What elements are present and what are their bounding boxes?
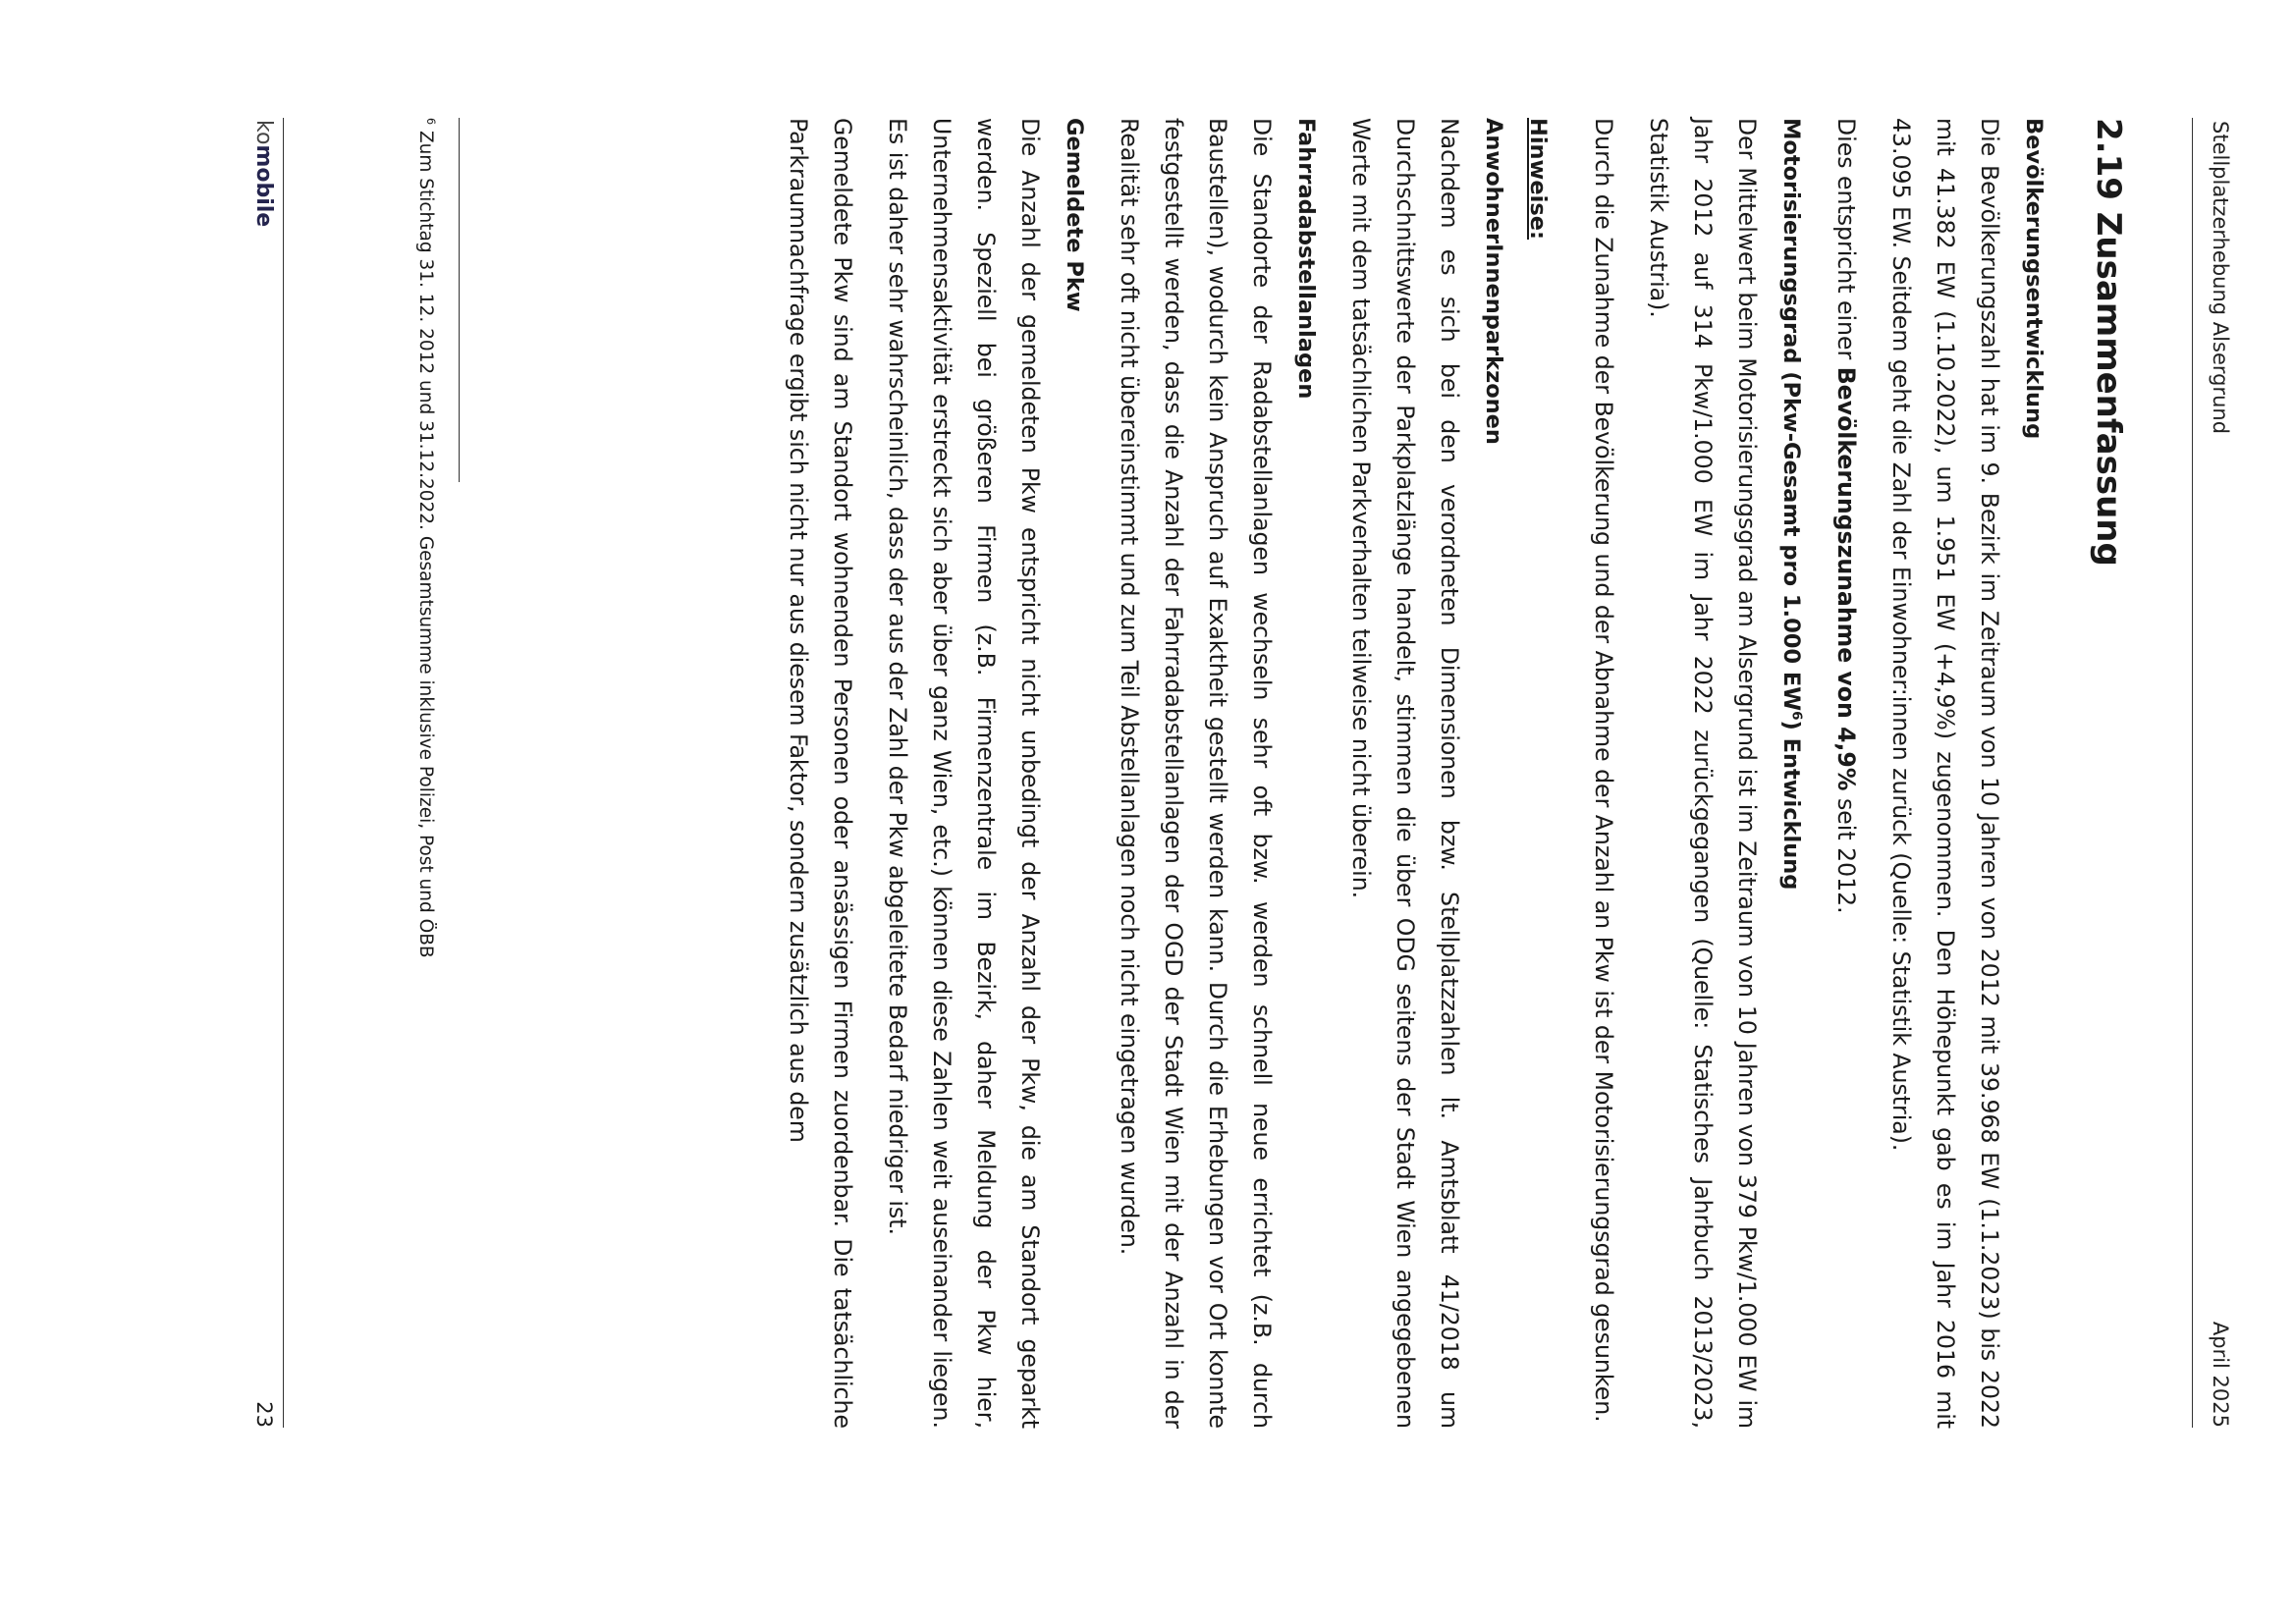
- footnote: [412, 118, 438, 958]
- summary-bold: Bevölkerungszunahme von 4,9%: [1832, 366, 1860, 791]
- paragraph-fahrradabstellanlagen: Die Standorte der Radabstellanlagen wechseln sehr oft bzw. werden schnell neue errichtet (z.B. durch Baustellen), wodurch kein Anspruch auf Exaktheit gestellt werden kann. Durch die Erhebungen vor Ort konnte festgestellt werden, dass die Anzahl der Fahrradabstellanlagen der OGD der Stadt Wien mit der Anzahl in der Realität sehr oft nicht übereinstimmt und zum Teil Abstellanlagen noch nicht eingetragen wurden.: [1116, 118, 1276, 1429]
- footnote-divider: [459, 118, 460, 482]
- main-content: [767, 118, 2130, 1429]
- footnote-number: 6: [424, 118, 438, 126]
- header-document-title: Stellplatzerhebung Alsergrund: [2209, 121, 2232, 435]
- paragraph-bevoelkerung-summary: [1824, 118, 1868, 1429]
- logo-mobile: mobile: [251, 144, 276, 228]
- paragraph-anwohnerparkzonen: Nachdem es sich bei den verordneten Dimensionen bzw. Stellplatzzahlen lt. Amtsblatt 41/2018 um Durchschnittswerte der Parkplatzlänge handelt, stimmen die über ODG seitens der Stadt Wien angegebenen Werte mit dem tatsächlichen Parkverhalten teilweise nicht überein.: [1347, 118, 1463, 1429]
- heading-motorisierung-post: ) Entwicklung: [1778, 720, 1804, 891]
- paragraph-bevoelkerung: Die Bevölkerungszahl hat im 9. Bezirk im Zeitraum von 10 Jahren von 2012 mit 39.968 EW (1.1.2023) bis 2022 mit 41.382 EW (1.10.2022), um 1.951 EW (+4,9%) zugenommen. Den Höhepunkt gab es im Jahr 2016 mit 43.095 EW. Seitdem geht die Zahl der Einwohner:innen zurück (Quelle: Statistik Austria).: [1887, 118, 2003, 1429]
- page-header: [2192, 118, 2232, 1428]
- summary-suffix: seit 2012.: [1832, 790, 1860, 914]
- paragraph-motorisierung: Der Mittelwert beim Motorisierungsgrad am Alsergrund ist im Zeitraum von 10 Jahren von 379 Pkw/1.000 EW im Jahr 2012 auf 314 Pkw/1.000 EW im Jahr 2022 zurückgegangen (Quelle: Statisches Jahrbuch 2013/2023, Statistik Austria).: [1645, 118, 1761, 1429]
- logo-ko: ko: [251, 120, 276, 145]
- heading-fahrradabstellanlagen: Fahrradabstellanlagen: [1293, 118, 1319, 400]
- footnote-text: Zum Stichtag 31. 12. 2012 und 31.12.2022. Gesamtsumme inklusive Polizei, Post und ÖBB: [415, 125, 436, 958]
- summary-prefix: Dies entspricht einer: [1832, 118, 1860, 367]
- komobile-logo: [251, 120, 276, 227]
- paragraph-motorisierung-2: Durch die Zunahme der Bevölkerung und der Abnahme der Anzahl an Pkw ist der Motorisierungsgrad gesunken.: [1590, 118, 1617, 1423]
- section-title: 2.19 Zusammenfassung: [2089, 118, 2128, 567]
- paragraph-gemeldete-pkw-2: Gemeldete Pkw sind am Standort wohnenden Personen oder ansässigen Firmen zuordenbar. Die tatsächliche Parkraumnachfrage ergibt sich nicht nur aus diesem Faktor, sondern zusätzlich aus dem: [785, 118, 856, 1429]
- header-date: April 2025: [2209, 1321, 2232, 1428]
- heading-anwohnerparkzonen: AnwohnerInnenparkzonen: [1481, 118, 1506, 445]
- footnote-marker: 6: [1788, 711, 1805, 721]
- heading-bevoelkerung: Bevölkerungsentwicklung: [2021, 118, 2047, 440]
- heading-gemeldete-pkw: Gemeldete Pkw: [1062, 118, 1087, 312]
- heading-motorisierung: [1769, 118, 1813, 1429]
- paragraph-gemeldete-pkw: Die Anzahl der gemeldeten Pkw entspricht nicht unbedingt der Anzahl der Pkw, die am Standort geparkt werden. Speziell bei größeren Firmen (z.B. Firmenzentrale im Bezirk, daher Meldung der Pkw hier, Unternehmensaktivität erstreckt sich aber über ganz Wien, etc.) können diese Zahlen weit auseinander liegen. Es ist daher sehr wahrscheinlich, dass der aus der Zahl der Pkw abgeleitete Bedarf niedriger ist.: [884, 118, 1044, 1429]
- hinweise-label: Hinweise:: [1525, 118, 1551, 240]
- heading-motorisierung-pre: Motorisierungsgrad (Pkw-Gesamt pro 1.000 EW: [1778, 118, 1804, 712]
- page-number: 23: [252, 1401, 276, 1428]
- footer-divider: [283, 118, 284, 1428]
